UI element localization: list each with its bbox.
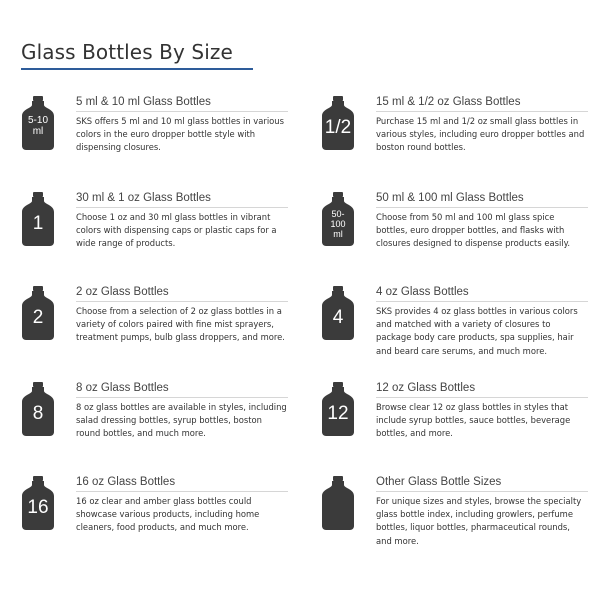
bottle-icon [320, 96, 356, 150]
bottle-size-label [320, 209, 356, 239]
title-underline [21, 68, 253, 70]
card-title[interactable]: 2 oz Glass Bottles [76, 286, 288, 302]
bottle-size-label-line: 50- [331, 209, 345, 219]
bottle-size-label-line: 16 [27, 497, 49, 518]
bottle-size-label [320, 118, 356, 137]
card-title[interactable]: 12 oz Glass Bottles [376, 382, 588, 398]
card-title[interactable]: 15 ml & 1/2 oz Glass Bottles [376, 96, 588, 112]
card-description: SKS provides 4 oz glass bottles in various colors and matched with a variety of closures to package body care products, spa supplies, hair and beard care serums, and much more. [376, 306, 578, 356]
bottle-size-label-line: ml [333, 229, 343, 239]
bottle-icon [320, 286, 356, 340]
card-title[interactable]: 30 ml & 1 oz Glass Bottles [76, 192, 288, 208]
bottle-size-label-line: 100 [330, 219, 346, 229]
bottle-size-label [20, 115, 56, 137]
card-description: 16 oz clear and amber glass bottles could showcase various products, including home cleaners, food products, and much more. [76, 496, 260, 533]
card-title[interactable]: 5 ml & 10 ml Glass Bottles [76, 96, 288, 112]
card-title[interactable]: 16 oz Glass Bottles [76, 476, 288, 492]
page-title: Glass Bottles By Size [21, 40, 233, 64]
card-description: Browse clear 12 oz glass bottles in styles that include syrup bottles, sauce bottles, beverage bottles, and more. [376, 402, 571, 439]
bottle-size-label-line: 2 [32, 307, 44, 328]
card-description: Choose 1 oz and 30 ml glass bottles in vibrant colors with dispensing caps or plastic caps for a wide range of products. [76, 212, 277, 249]
bottle-size-label-line: 5-10 [27, 115, 48, 126]
bottle-icon [20, 192, 56, 246]
card-description: Purchase 15 ml and 1/2 oz small glass bottles in various styles, including euro dropper bottles and boston round bottles. [376, 116, 585, 153]
bottle-icon [320, 192, 356, 246]
bottle-icon [20, 96, 56, 150]
card-title[interactable]: 4 oz Glass Bottles [376, 286, 588, 302]
bottle-size-label [20, 498, 56, 517]
bottle-icon [320, 382, 356, 436]
bottle-size-label-line: 12 [327, 403, 349, 424]
card-title[interactable]: 50 ml & 100 ml Glass Bottles [376, 192, 588, 208]
bottle-icon [20, 382, 56, 436]
bottle-size-label-line: 8 [32, 403, 44, 424]
bottle-size-label-line: 1/2 [324, 117, 352, 138]
bottle-size-label [20, 214, 56, 233]
card-description: 8 oz glass bottles are available in styles, including salad dressing bottles, syrup bottles, boston round bottles, and much more. [76, 402, 287, 439]
bottle-size-label [20, 404, 56, 423]
card-title[interactable]: 8 oz Glass Bottles [76, 382, 288, 398]
card-description: For unique sizes and styles, browse the specialty glass bottle index, including growlers, perfume bottles, liquor bottles, pharmaceutical rounds, and more. [376, 496, 582, 546]
bottle-icon [20, 286, 56, 340]
card-description: SKS offers 5 ml and 10 ml glass bottles in various colors in the euro dropper bottle style with dispensing closures. [76, 116, 284, 153]
bottle-icon [20, 476, 56, 530]
card-description: Choose from 50 ml and 100 ml glass spice bottles, euro dropper bottles, and flasks with closures designed to dispense products easily. [376, 212, 571, 249]
bottle-size-label [320, 404, 356, 423]
card-description: Choose from a selection of 2 oz glass bottles in a variety of colors paired with fine mist sprayers, treatment pumps, bulb glass droppers, and more. [76, 306, 285, 343]
bottle-icon [320, 476, 356, 530]
bottle-size-label-line: ml [32, 126, 44, 137]
bottle-size-label [20, 308, 56, 327]
bottle-size-label [320, 308, 356, 327]
bottle-size-label-line: 1 [32, 213, 44, 234]
card-title[interactable]: Other Glass Bottle Sizes [376, 476, 588, 492]
bottle-size-label-line: 4 [332, 307, 344, 328]
